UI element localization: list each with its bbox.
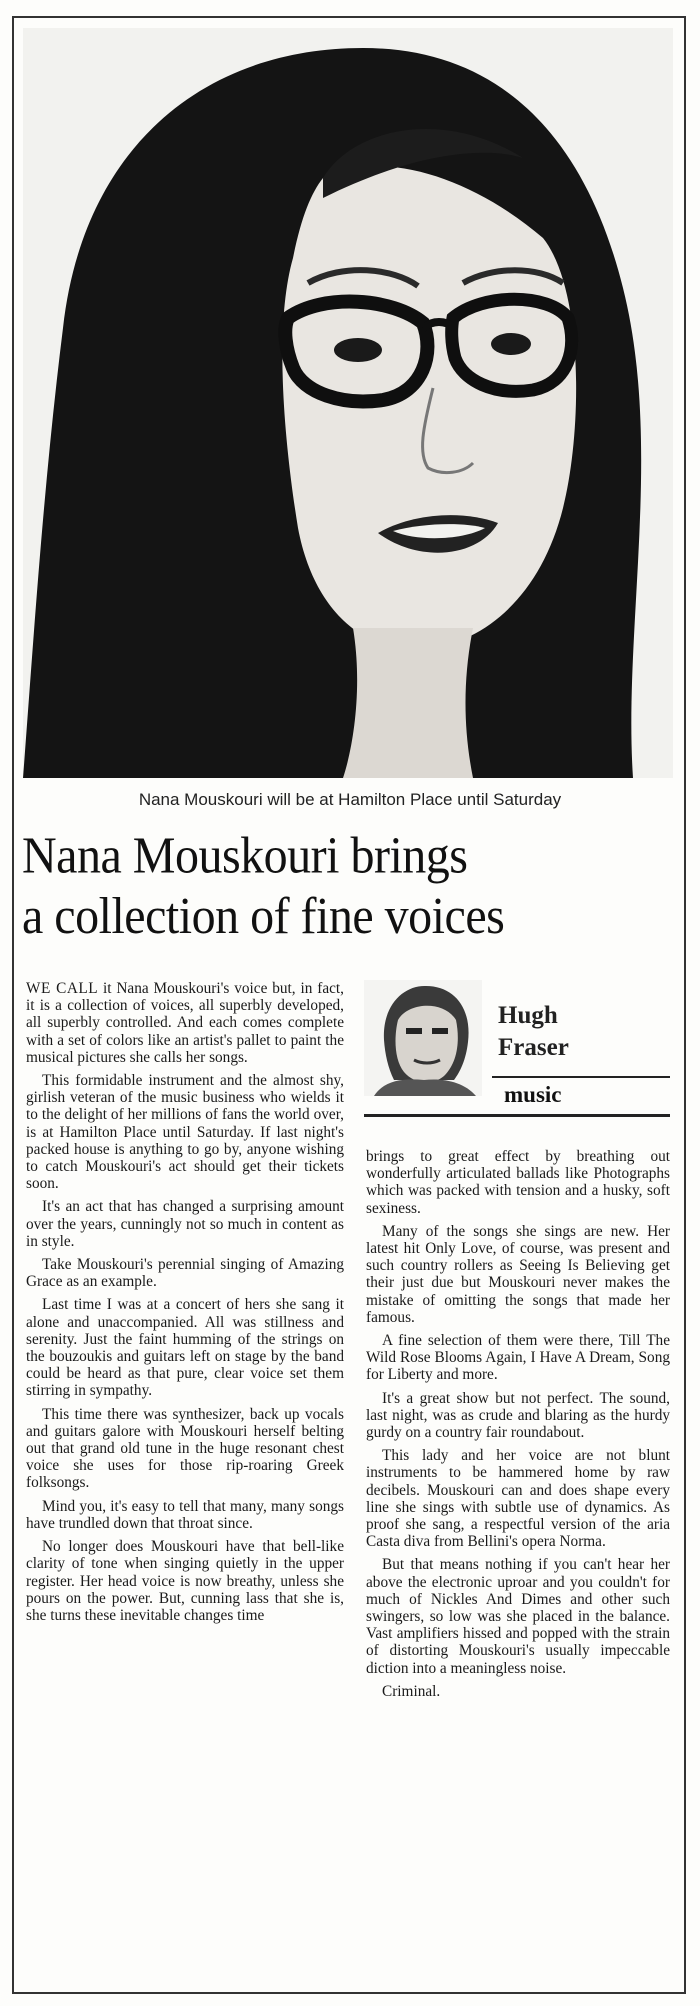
- photo-caption: Nana Mouskouri will be at Hamilton Place until Saturday: [138, 790, 562, 809]
- author-last-name: Fraser: [498, 1034, 569, 1061]
- paragraph: Criminal.: [382, 1682, 441, 1700]
- paragraph: Take Mouskouri's perennial singing of Amazing Grace as an example.: [26, 1256, 344, 1291]
- paragraph: Mind you, it's easy to tell that many, many songs have trundled down that throat since.: [26, 1497, 344, 1532]
- paragraph: No longer does Mouskouri have that bell-like clarity of tone when singing quietly in the upper register. Her head voice is now breathy, unless she pours on the power. But, cunning lass that she is, she turns these inevitable changes time: [26, 1538, 344, 1624]
- paragraph: brings to great effect by breathing out wonderfully articulated ballads like Photographs which was packed with tension and a husky, soft sexiness.: [366, 1148, 670, 1217]
- article-column-right: [366, 1148, 670, 1706]
- headline-line-1: Nana Mouskouri brings: [22, 827, 468, 885]
- paragraph: WE CALL it Nana Mouskouri's voice but, in fact, it is a collection of voices, all superbly developed, all superbly controlled. And each comes complete with a set of colors like an artist's pallet to paint the musical pictures she calls her songs.: [26, 980, 345, 1066]
- paragraph: But that means nothing if you can't hear her above the electronic uproar and you couldn't for much of Nickles And Dimes and other such swingers, so low was she placed in the balance. Vast amplifiers hissed and popped with the strain of distorting Mouskouri's usually impeccable diction into a meaningless noise.: [366, 1556, 670, 1677]
- portrait-image: [23, 28, 673, 778]
- section-label: music: [504, 1082, 562, 1107]
- paragraph: A fine selection of them were there, Till The Wild Rose Blooms Again, I Have A Dream, Song for Liberty and more.: [366, 1332, 670, 1384]
- article-column-left: [26, 980, 344, 1630]
- paragraph: It's a great show but not perfect. The sound, last night, was as crude and blaring as the hurdy gurdy on a country fair roundabout.: [366, 1389, 670, 1442]
- headline-line-2: a collection of fine voices: [22, 887, 505, 945]
- lead-in: WE CALL: [26, 980, 99, 997]
- headline: [22, 826, 682, 947]
- portrait-photo: [23, 28, 673, 778]
- paragraph: This formidable instrument and the almost shy, girlish veteran of the music business who wields it to the delight of her millions of fans the world over, is at Hamilton Place until Saturday. If last night's packed house is anything to go by, anyone wishing to catch Mouskouri's act should get their tickets soon.: [26, 1072, 344, 1193]
- author-name: [498, 1000, 569, 1064]
- paragraph: Many of the songs she sings are new. Her latest hit Only Love, of course, was present and such country rollers as Seeing Is Believing get their just due but Mouskouri never makes the mistake of omitting the songs that made her famous.: [366, 1222, 670, 1326]
- paragraph: This lady and her voice are not blunt instruments to be hammered home by raw decibels. Mouskouri can and does shape every line she sings with subtle use of dynamics. As proof she sang, a respectful version of the aria Casta diva from Bellini's opera Norma.: [366, 1447, 670, 1551]
- paragraph: It's an act that has changed a surprising amount over the years, cunningly not so much in content as in style.: [26, 1198, 344, 1250]
- byline-rule: [492, 1076, 670, 1078]
- byline: [364, 978, 670, 1128]
- author-photo: [364, 980, 482, 1096]
- paragraph: This time there was synthesizer, back up vocals and guitars galore with Mouskouri herself belting out that grand old tune in the huge resonant chest voice she uses for those rip-roaring Greek folksongs.: [26, 1405, 344, 1492]
- byline-rule-bottom: [364, 1114, 670, 1117]
- paragraph: Last time I was at a concert of hers she sang it alone and unaccompanied. All was stillness and serenity. Just the faint humming of the strings on the bouzoukis and guitars left on stage by the band could be heard as that pure, clear voice set them stirring in sympathy.: [26, 1296, 344, 1400]
- author-first-name: Hugh: [498, 1002, 558, 1029]
